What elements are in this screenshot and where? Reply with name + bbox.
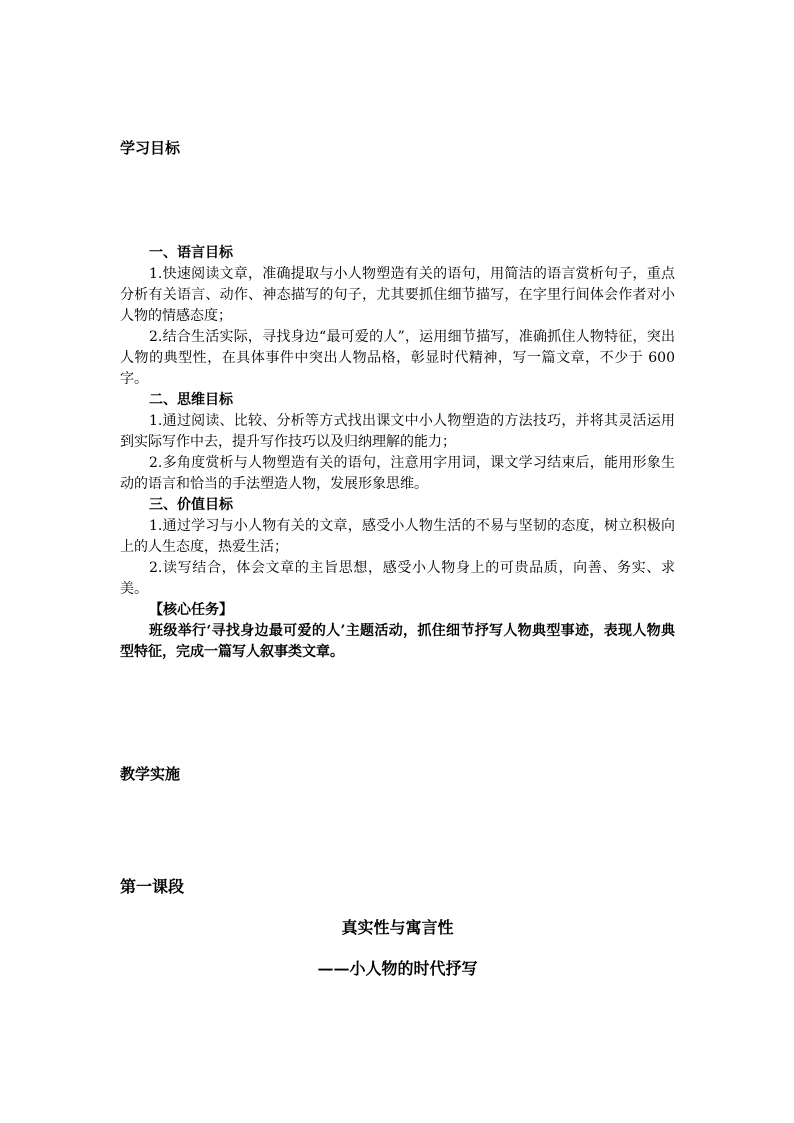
language-objective-2: 2.结合生活实际，寻找身边“最可爱的人”，运用细节描写，准确抓住人物特征，突出人物的典型性，在具体事件中突出人物品格，彰显时代精神，写一篇文章，不少于 600 字。 (120, 329, 675, 387)
core-task-text: 班级举行‘寻找身边最可爱的人’主题活动，抓住细节抒写人物典型事迹，表现人物典型特征，完成一篇写人叙事类文章。 (120, 623, 675, 660)
language-objective-1: 1.快速阅读文章，准确提取与小人物塑造有关的语句，用简洁的语言赏析句子，重点分析有关语言、动作、神态描写的句子，尤其要抓住细节描写，在字里行间体会作者对小人物的情感态度； (120, 266, 675, 324)
language-objectives-title: 一、语言目标 (149, 245, 233, 261)
thinking-objective-1: 1.通过阅读、比较、分析等方式找出课文中小人物塑造的方法技巧，并将其灵活运用到实际写作中去，提升写作技巧以及归纳理解的能力； (120, 413, 675, 450)
core-task-label: 【核心任务】 (149, 602, 233, 618)
lesson-title: 真实性与寓言性 (341, 918, 454, 937)
learning-objectives-heading: 学习目标 (120, 139, 181, 157)
objectives-body (120, 243, 675, 663)
value-objective-2: 2.读写结合，体会文章的主旨思想，感受小人物身上的可贵品质，向善、务实、求美。 (120, 560, 675, 597)
teaching-implementation-heading: 教学实施 (120, 765, 181, 783)
thinking-objectives-title: 二、思维目标 (149, 392, 233, 408)
thinking-objective-2: 2.多角度赏析与人物塑造有关的语句，注意用字用词，课文学习结束后，能用形象生动的语言和恰当的手法塑造人物，发展形象思维。 (120, 455, 675, 492)
first-period-heading: 第一课段 (120, 877, 185, 896)
value-objectives-title: 三、价值目标 (149, 497, 233, 513)
lesson-subtitle: ——小人物的时代抒写 (317, 959, 478, 978)
value-objective-1: 1.通过学习与小人物有关的文章，感受小人物生活的不易与坚韧的态度，树立积极向上的人生态度，热爱生活； (120, 518, 675, 555)
